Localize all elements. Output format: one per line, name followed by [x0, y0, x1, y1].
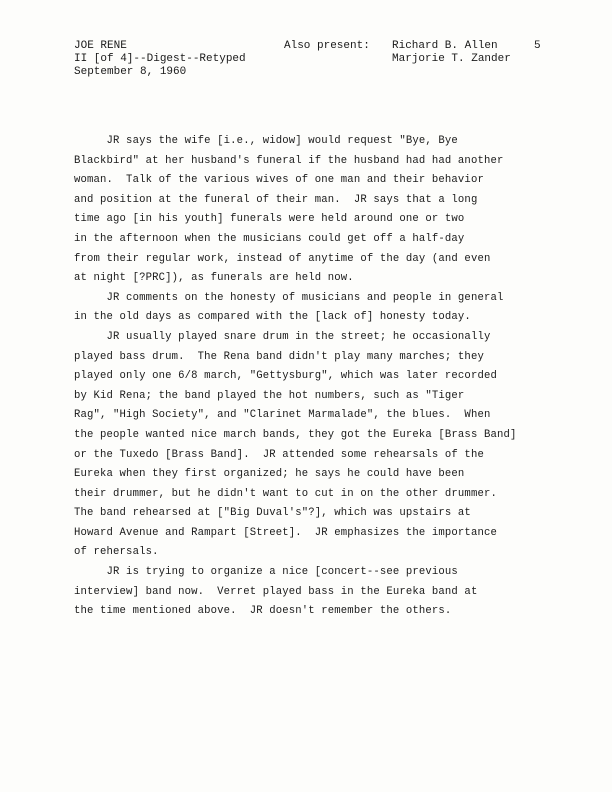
text-line: interview] band now. Verret played bass in the Eureka band at: [74, 585, 478, 598]
paragraph: [74, 289, 560, 328]
text-line: Howard Avenue and Rampart [Street]. JR emphasizes the importance: [74, 526, 497, 539]
header-left-block: [74, 40, 284, 79]
text-line: at night [?PRC]), as funerals are held now.: [74, 272, 354, 285]
text-line: the time mentioned above. JR doesn't remember the others.: [74, 605, 452, 618]
text-line: and position at the funeral of their man. JR says that a long: [74, 193, 478, 206]
text-line: JR says the wife [i.e., widow] would request "Bye, Bye: [74, 135, 458, 147]
document-body: [74, 132, 560, 622]
text-line: or the Tuxedo [Brass Band]. JR attended some rehearsals of the: [74, 448, 484, 461]
paragraph: [74, 132, 560, 289]
text-line: in the old days as compared with the [lack of] honesty today.: [74, 311, 471, 324]
text-line: Blackbird" at her husband's funeral if the husband had had another: [74, 154, 504, 167]
text-line: JR usually played snare drum in the street; he occasionally: [74, 330, 491, 343]
paragraph: [74, 563, 560, 622]
paragraph: [74, 328, 560, 563]
text-line: their drummer, but he didn't want to cut in on the other drummer.: [74, 487, 497, 500]
text-line: woman. Talk of the various wives of one man and their behavior: [74, 174, 484, 187]
interviewee-name: JOE RENE: [74, 40, 127, 52]
text-line: from their regular work, instead of anytime of the day (and even: [74, 252, 491, 265]
text-line: by Kid Rena; the band played the hot numbers, such as "Tiger: [74, 389, 465, 402]
text-line: Eureka when they first organized; he says he could have been: [74, 468, 465, 481]
interview-date: September 8, 1960: [74, 66, 187, 78]
text-line: of rehersals.: [74, 546, 159, 559]
present-name-2: Marjorie T. Zander: [392, 53, 511, 65]
text-line: in the afternoon when the musicians could get off a half-day: [74, 232, 465, 245]
text-line: the people wanted nice march bands, they got the Eureka [Brass Band]: [74, 428, 517, 441]
also-present-label: Also present:: [284, 40, 370, 52]
text-line: played only one 6/8 march, "Gettysburg", which was later recorded: [74, 370, 497, 383]
text-line: Rag", "High Society", and "Clarinet Marmalade", the blues. When: [74, 409, 491, 422]
reel-info: II [of 4]--Digest--Retyped: [74, 53, 246, 65]
text-line: time ago [in his youth] funerals were held around one or two: [74, 213, 465, 226]
text-line: played bass drum. The Rena band didn't play many marches; they: [74, 350, 484, 363]
text-line: The band rehearsed at ["Big Duval's"?], which was upstairs at: [74, 507, 471, 520]
text-line: JR is trying to organize a nice [concert--see previous: [74, 566, 458, 579]
header-right-block: [284, 40, 554, 66]
page-number: 5: [534, 40, 541, 52]
present-name-1: Richard B. Allen: [392, 40, 498, 52]
present-row: [284, 40, 554, 53]
text-line: JR comments on the honesty of musicians and people in general: [74, 291, 504, 304]
